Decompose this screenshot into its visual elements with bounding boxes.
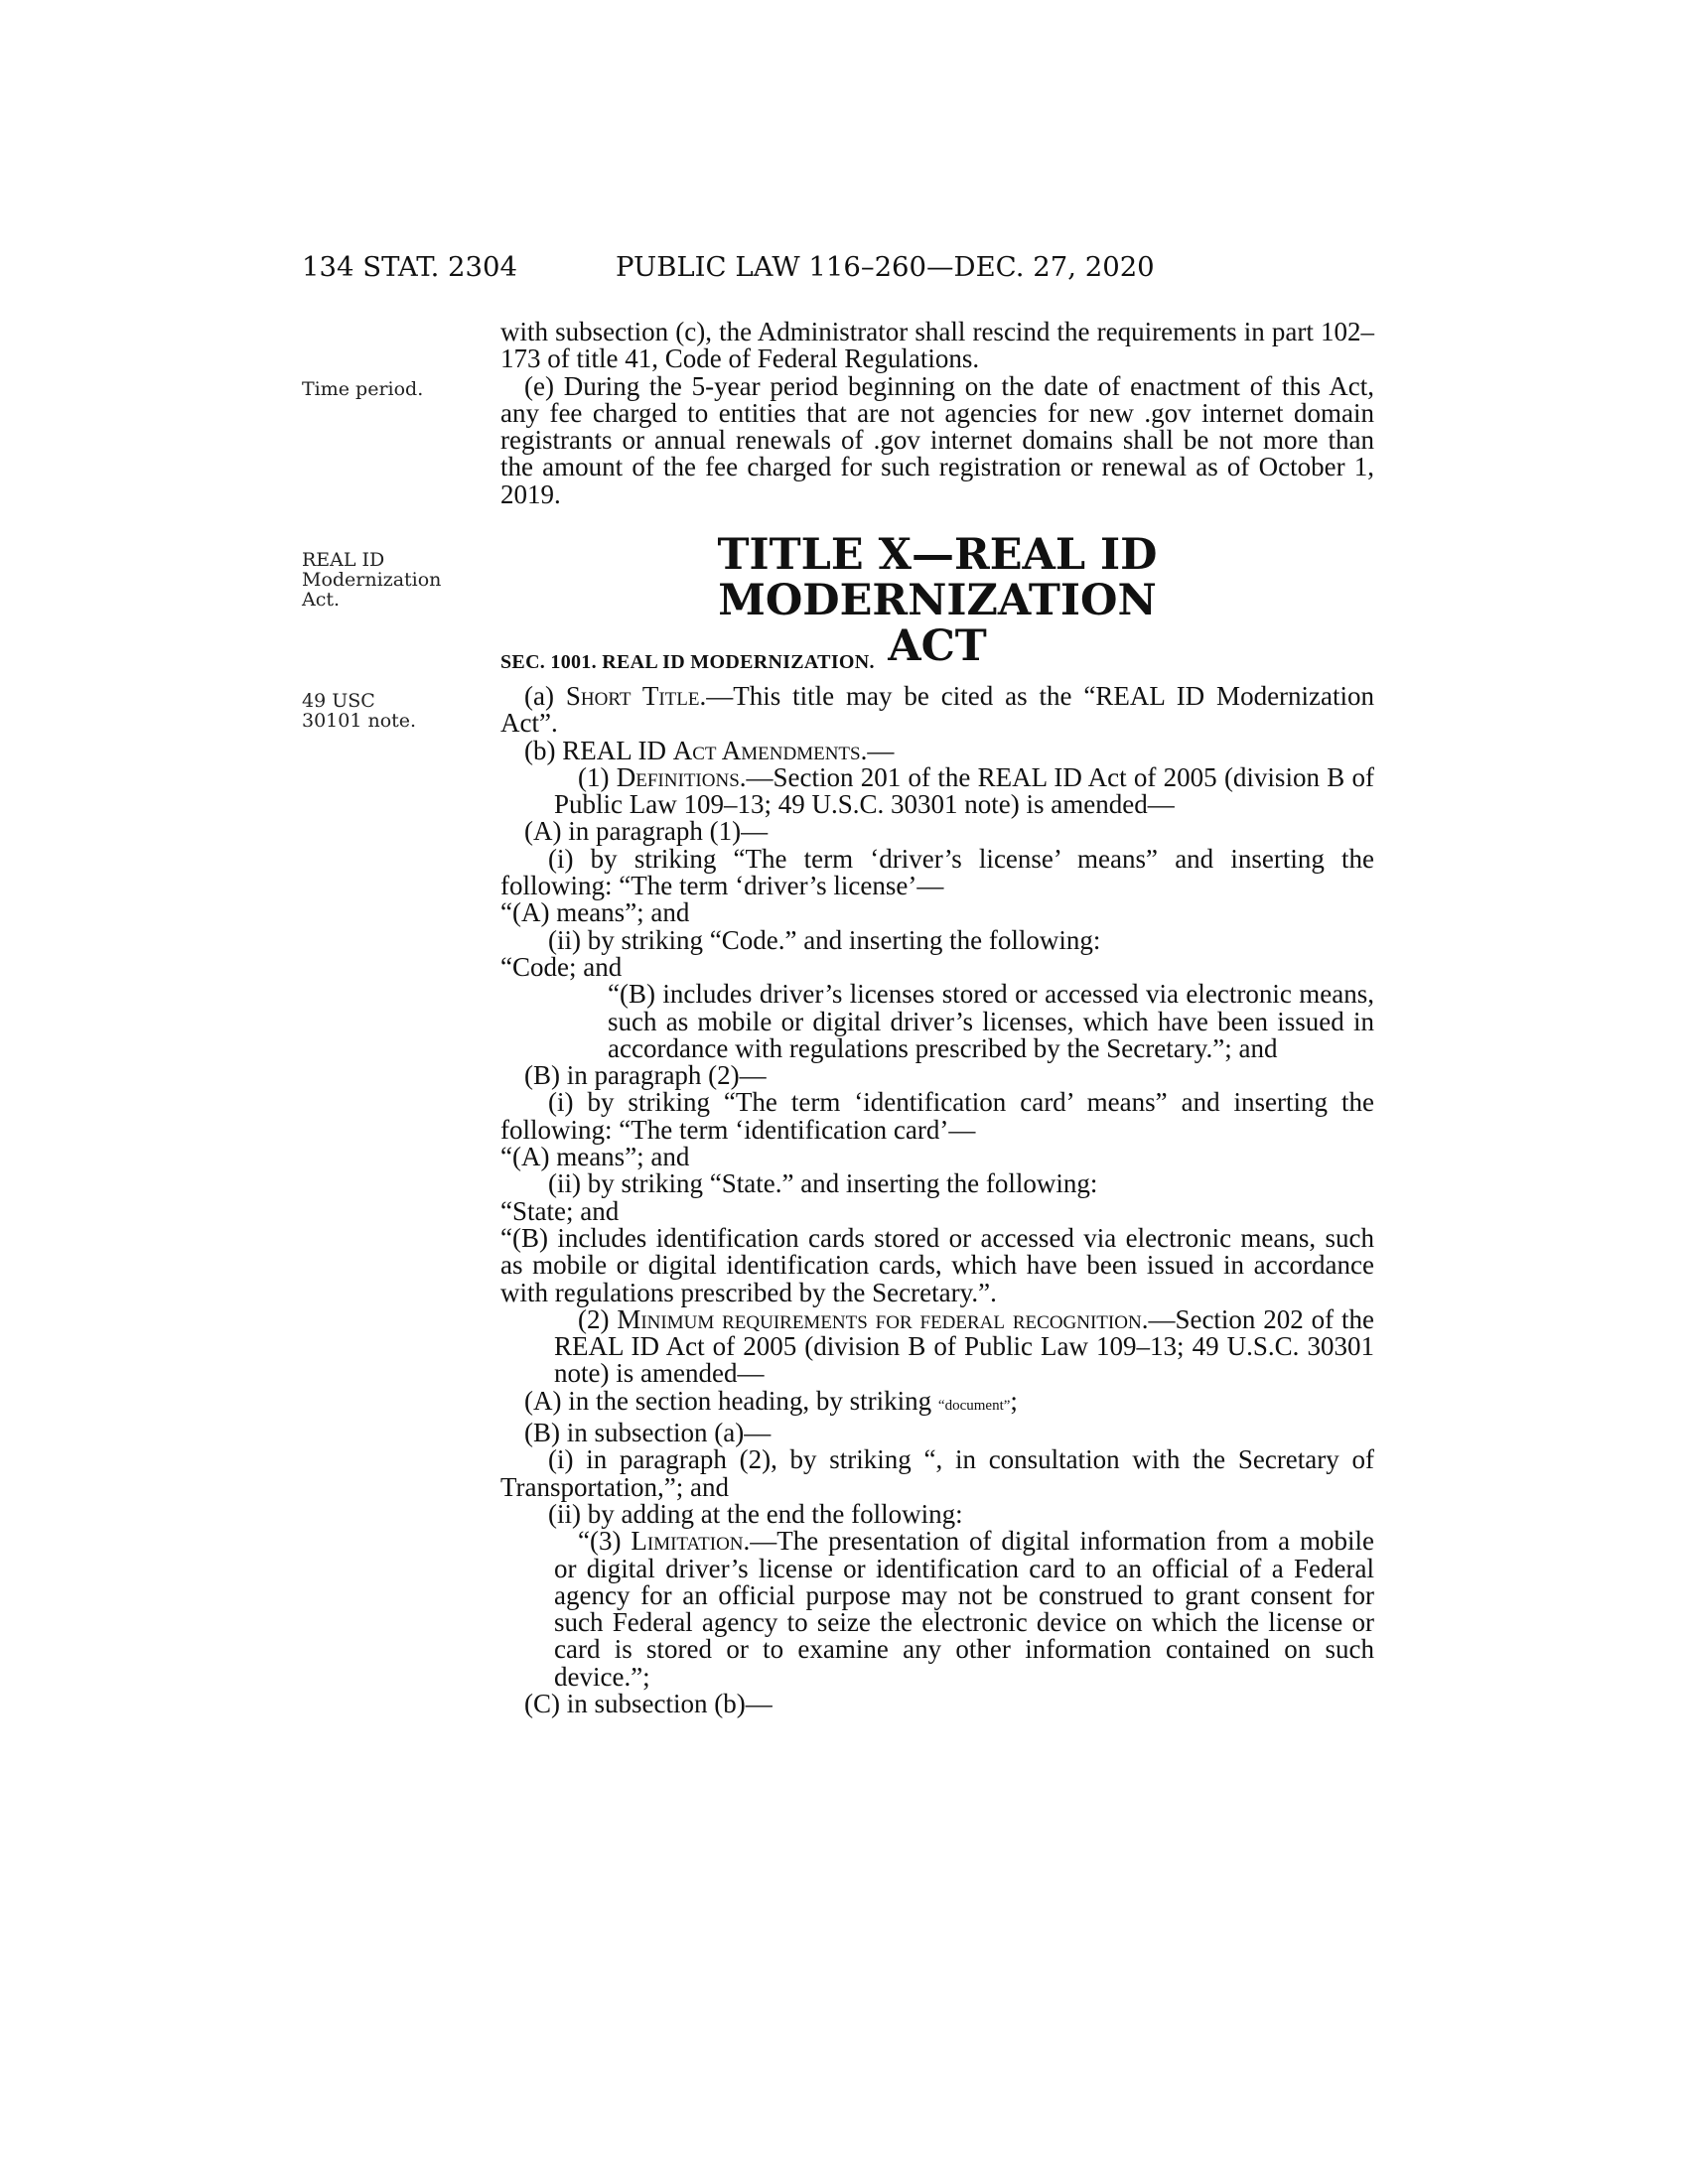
quote-b1A-A: “(A) means”; and	[500, 897, 690, 928]
clause-b2Bii: (ii) by adding at the end the following:	[548, 1498, 963, 1529]
public-law-header: PUBLIC LAW 116–260—DEC. 27, 2020	[616, 251, 1155, 283]
quote-b1B-state: “State; and	[500, 1195, 620, 1226]
subparagraph-b1A: (A) in paragraph (1)—	[524, 816, 769, 847]
clause-b1Ai: (i) by striking “The term ‘driver’s license’ means” and inserting the following: “The term ‘driver’s license’—	[500, 843, 1374, 901]
quote-b2-limitation: “(3) Limitation.—The presentation of digital information from a mobile or digital driver’s license or identification card to an official of a Federal agency for an official purpose may not be construed to grant consent for such Federal agency to seize the electronic device on which the license or card is stored or to examine any other information contained on such device.”;	[554, 1526, 1375, 1692]
subsection-b: (b) REAL ID Act Amendments.—	[524, 735, 895, 765]
margin-note-real-id-act: REAL ID Modernization Act.	[302, 549, 442, 611]
subparagraph-b2C: (C) in subsection (b)—	[524, 1688, 773, 1718]
section-body	[500, 683, 1374, 1717]
quote-b1A-code: “Code; and	[500, 951, 623, 982]
title-line-1: TITLE X—REAL ID MODERNIZATION	[717, 530, 1158, 625]
margin-note-usc: 49 USC 30101 note.	[302, 690, 417, 732]
paragraph-b2: (2) Minimum requirements for federal recognition.—Section 202 of the REAL ID Act of 2005 (division B of Public Law 109–13; 49 U.S.C. 30301 note) is amended—	[554, 1303, 1374, 1389]
margin-note-time-period: Time period.	[302, 378, 424, 400]
quote-b1B-B: “(B) includes identification cards stored or accessed via electronic means, such as mobile or digital identification cards, which have been issued in accordance with regulations prescribed by the Secretary.”.	[500, 1222, 1374, 1307]
subsection-a: (a) Short Title.—This title may be cited as the “REAL ID Modernization Act”.	[500, 681, 1375, 739]
quote-b1B-A: “(A) means”; and	[500, 1142, 690, 1172]
quote-b1A-B: “(B) includes driver’s licenses stored or accessed via electronic means, such as mobile or digital driver’s licenses, which have been issued in accordance with regulations prescribed by the Secretary.”; and	[608, 979, 1374, 1063]
section-heading: SEC. 1001. REAL ID MODERNIZATION.	[500, 651, 875, 673]
subparagraph-b1B: (B) in paragraph (2)—	[524, 1060, 767, 1091]
paragraph-e: (e) During the 5-year period beginning on the date of enactment of this Act, any fee charged to entities that are not agencies for new .gov internet domain registrants or annual renewals of .gov internet domains shall be not more than the amount of the fee charged for such registration or renewal as of October 1, 2019.	[500, 370, 1374, 509]
paragraph-b1: (1) Definitions.—Section 201 of the REAL ID Act of 2005 (division B of Public Law 109–13; 49 U.S.C. 30301 note) is amended—	[554, 761, 1374, 820]
continuation-text	[500, 319, 1374, 508]
page-stat-number: 134 STAT. 2304	[302, 251, 518, 283]
clause-b2Bi: (i) in paragraph (2), by striking “, in consultation with the Secretary of Transportation,”; and	[500, 1444, 1374, 1502]
title-line-2: ACT	[888, 621, 987, 671]
paragraph-continuation: with subsection (c), the Administrator shall rescind the requirements in part 102–173 of title 41, Code of Federal Regulations.	[500, 317, 1374, 374]
clause-b1Bi: (i) by striking “The term ‘identification card’ means” and inserting the following: “The term ‘identification card’—	[500, 1087, 1374, 1145]
title-heading	[500, 532, 1374, 669]
clause-b1Aii: (ii) by striking “Code.” and inserting the following:	[548, 924, 1101, 955]
clause-b1Bii: (ii) by striking “State.” and inserting the following:	[548, 1168, 1098, 1199]
subparagraph-b2B: (B) in subsection (a)—	[524, 1418, 772, 1448]
subparagraph-b2A: (A) in the section heading, by striking “document”;	[524, 1385, 1018, 1416]
